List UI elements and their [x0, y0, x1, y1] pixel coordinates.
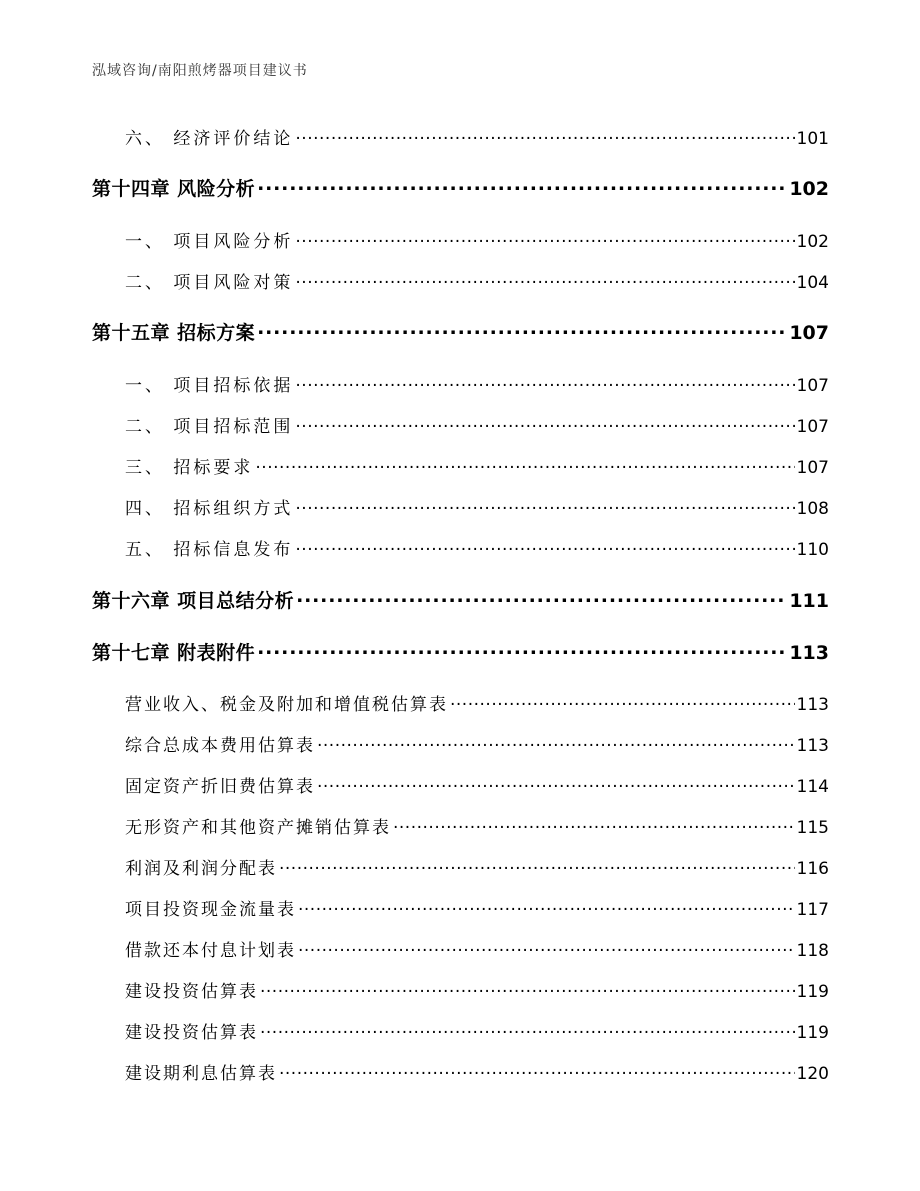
header-rule — [90, 87, 830, 88]
toc-entry-title: 营业收入、税金及附加和增值税估算表 — [125, 695, 448, 715]
toc-entry-title: 三、 招标要求 — [125, 458, 254, 478]
toc-entry-section[interactable] — [125, 494, 829, 519]
dot-leader — [450, 693, 795, 710]
toc-entry-title: 利润及利润分配表 — [125, 859, 277, 879]
toc-entry-page: 102 — [796, 232, 829, 252]
toc-entry-title: 项目投资现金流量表 — [125, 900, 296, 920]
dot-leader — [257, 640, 787, 659]
toc-entry-page: 113 — [789, 642, 829, 664]
toc-entry-page: 117 — [796, 900, 829, 920]
toc-entry-table[interactable] — [125, 936, 829, 961]
toc-entry-page: 108 — [796, 499, 829, 519]
toc-entry-section[interactable] — [125, 268, 829, 293]
toc-entry-title: 二、 项目风险对策 — [125, 273, 294, 293]
dot-leader — [317, 734, 795, 751]
toc-entry-section[interactable] — [125, 371, 829, 396]
toc-entry-title: 建设期利息估算表 — [125, 1064, 277, 1084]
toc-entry-table[interactable] — [125, 690, 829, 715]
dot-leader — [260, 980, 795, 997]
toc-entry-title: 综合总成本费用估算表 — [125, 736, 315, 756]
toc-entry-page: 114 — [796, 777, 829, 797]
dot-leader — [295, 127, 794, 144]
toc-entry-title: 二、 项目招标范围 — [125, 417, 294, 437]
dot-leader — [257, 176, 787, 195]
toc-entry-page: 118 — [796, 941, 829, 961]
toc-entry-table[interactable] — [125, 854, 829, 879]
dot-leader — [295, 271, 794, 288]
toc-entry-section[interactable] — [125, 453, 829, 478]
toc-entry-table[interactable] — [125, 731, 829, 756]
toc-entry-table[interactable] — [125, 895, 829, 920]
dot-leader — [279, 1062, 795, 1079]
toc-entry-title: 建设投资估算表 — [125, 1023, 258, 1043]
toc-entry-page: 102 — [789, 178, 829, 200]
toc-entry-title: 借款还本付息计划表 — [125, 941, 296, 961]
toc-entry-title: 四、 招标组织方式 — [125, 499, 294, 519]
toc-entry-page: 119 — [796, 1023, 829, 1043]
toc-entry-title: 第十五章 招标方案 — [92, 322, 256, 344]
toc-entry-chapter[interactable] — [92, 586, 829, 613]
dot-leader — [295, 230, 794, 247]
dot-leader — [298, 898, 795, 915]
toc-entry-page: 107 — [796, 376, 829, 396]
toc-entry-title: 一、 项目风险分析 — [125, 232, 294, 252]
toc-entry-title: 五、 招标信息发布 — [125, 540, 294, 560]
toc-entry-title: 六、 经济评价结论 — [125, 129, 294, 149]
dot-leader — [393, 816, 795, 833]
toc-entry-title: 建设投资估算表 — [125, 982, 258, 1002]
toc-entry-table[interactable] — [125, 813, 829, 838]
toc-entry-section[interactable] — [125, 535, 829, 560]
toc-entry-page: 119 — [796, 982, 829, 1002]
toc-entry-page: 104 — [796, 273, 829, 293]
toc-entry-table[interactable] — [125, 772, 829, 797]
toc-entry-page: 101 — [796, 129, 829, 149]
running-header: 泓域咨询/南阳煎烤器项目建议书 — [92, 63, 308, 79]
dot-leader — [279, 857, 795, 874]
toc-entry-page: 111 — [789, 590, 829, 612]
dot-leader — [317, 775, 795, 792]
toc-entry-page: 110 — [796, 540, 829, 560]
toc-entry-title: 无形资产和其他资产摊销估算表 — [125, 818, 391, 838]
toc-entry-table[interactable] — [125, 1018, 829, 1043]
toc-entry-chapter[interactable] — [92, 318, 829, 345]
toc-entry-section[interactable] — [125, 124, 829, 149]
toc-entry-table[interactable] — [125, 977, 829, 1002]
toc-entry-section[interactable] — [125, 227, 829, 252]
toc-entry-page: 113 — [796, 736, 829, 756]
toc-entry-page: 116 — [796, 859, 829, 879]
toc-entry-page: 107 — [796, 458, 829, 478]
dot-leader — [298, 939, 795, 956]
toc-entry-title: 第十四章 风险分析 — [92, 178, 256, 200]
dot-leader — [255, 456, 794, 473]
toc-entry-page: 107 — [789, 322, 829, 344]
toc-entry-title: 一、 项目招标依据 — [125, 376, 294, 396]
dot-leader — [295, 374, 794, 391]
dot-leader — [257, 320, 787, 339]
dot-leader — [296, 588, 787, 607]
toc-entry-page: 107 — [796, 417, 829, 437]
dot-leader — [295, 415, 794, 432]
toc-entry-chapter[interactable] — [92, 174, 829, 201]
toc-entry-table[interactable] — [125, 1059, 829, 1084]
toc-entry-title: 第十七章 附表附件 — [92, 642, 256, 664]
toc-entry-page: 113 — [796, 695, 829, 715]
toc-entry-title: 第十六章 项目总结分析 — [92, 590, 295, 612]
toc-entry-page: 120 — [796, 1064, 829, 1084]
dot-leader — [260, 1021, 795, 1038]
toc-entry-title: 固定资产折旧费估算表 — [125, 777, 315, 797]
dot-leader — [295, 497, 794, 514]
toc-entry-chapter[interactable] — [92, 638, 829, 665]
dot-leader — [295, 538, 794, 555]
toc-entry-page: 115 — [796, 818, 829, 838]
toc-entry-section[interactable] — [125, 412, 829, 437]
